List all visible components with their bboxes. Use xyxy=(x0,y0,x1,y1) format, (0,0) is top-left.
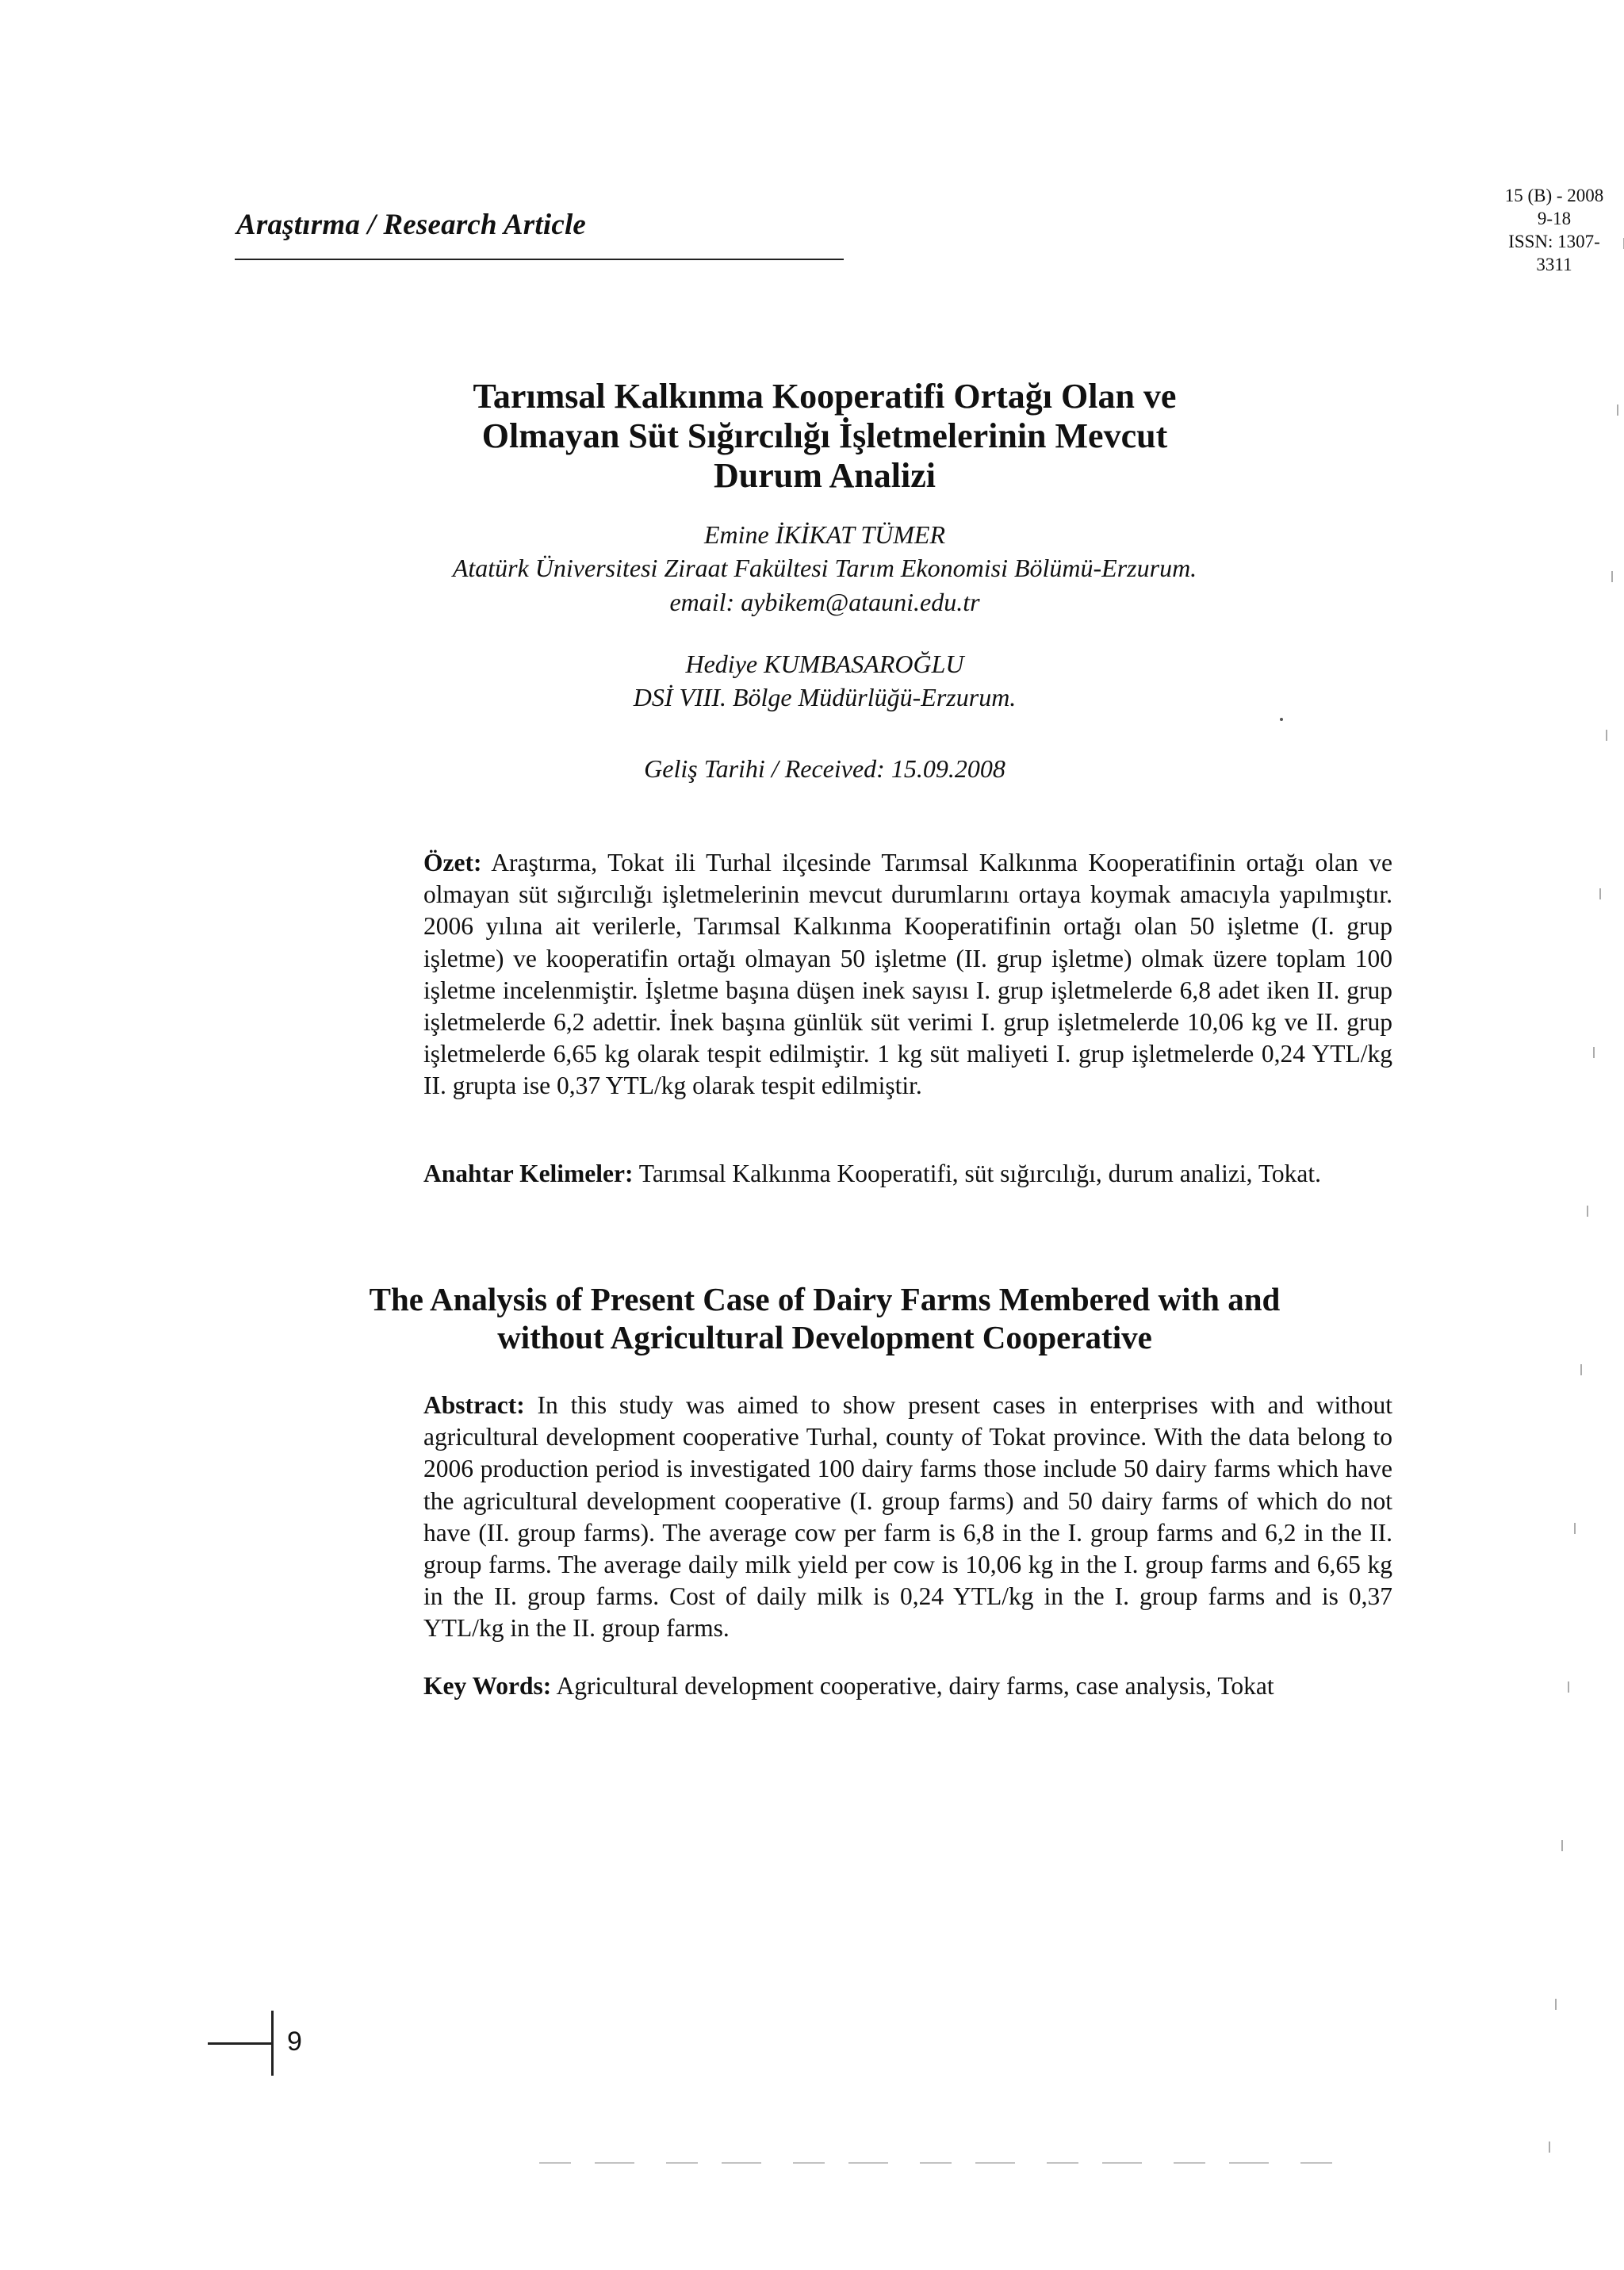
journal-section-label: Araştırma / Research Article xyxy=(236,209,587,241)
header-rule xyxy=(235,259,844,260)
received-date: Geliş Tarihi / Received: 15.09.2008 xyxy=(644,754,1005,783)
article-title-tr xyxy=(270,377,1380,496)
keywords-tr xyxy=(423,1158,1392,1190)
scan-edge-marks xyxy=(1362,238,1624,2157)
author-name: Hediye KUMBASAROĞLU xyxy=(685,650,964,678)
author-name: Emine İKİKAT TÜMER xyxy=(704,520,945,549)
page-number: 9 xyxy=(287,2027,302,2057)
keywords-en-text: Agricultural development cooperative, dairy farms, case analysis, Tokat xyxy=(556,1672,1274,1700)
page-range: 9-18 xyxy=(1537,209,1572,228)
author-email: email: aybikem@atauni.edu.tr xyxy=(669,588,980,616)
abstract-tr-label: Özet: xyxy=(423,849,482,876)
keywords-tr-text: Tarımsal Kalkınma Kooperatifi, süt sığırcılığı, durum analizi, Tokat. xyxy=(638,1160,1321,1187)
scan-dust-dot xyxy=(1280,718,1283,721)
scan-footer-dashes xyxy=(539,2162,1332,2164)
abstract-en-text: In this study was aimed to show present cases in enterprises with and without agricultural development cooperative Turhal, county of Tokat province. With the data belong to 2006 production period is investigated 100 dairy farms those include 50 dairy farms which have the agricultural development cooperative (I. group farms) and 50 dairy farms of which do not have (II. group farms). The average cow per farm is 6,8 in the I. group farms and 6,2 in the II. group farms. The average daily milk yield per cow is 10,06 kg in the I. group farms and 6,65 kg in the II. group farms. Cost of daily milk is 0,24 YTL/kg in the I. group farms and is 0,37 YTL/kg in the II. group farms. xyxy=(423,1391,1392,1643)
title-tr-line: Tarımsal Kalkınma Kooperatifi Ortağı Olan ve xyxy=(473,377,1177,416)
author-affiliation: DSİ VIII. Bölge Müdürlüğü-Erzurum. xyxy=(633,683,1017,711)
abstract-tr-text: Araştırma, Tokat ili Turhal ilçesinde Tarımsal Kalkınma Kooperatifinin ortağı olan ve olmayan süt sığırcılığı işletmelerinin mevcut durumlarını ortaya koymak amacıyla yapılmıştır. 2006 yılına ait verilerle, Tarımsal Kalkınma Kooperatifinin ortağı olan 50 işletme (I. grup işletme) ve kooperatifin ortağı olmayan 50 işletme (II. grup işletme) olmak üzere toplam 100 işletme incelenmiştir. İşletme başına düşen inek sayısı I. grup işletmelerde 6,8 adet iken II. grup işletmelerde 6,2 adettir. İnek başına günlük süt verimi I. grup işletmelerde 10,06 kg ve II. grup işletmelerde 6,65 kg olarak tespit edilmiştir. 1 kg süt maliyeti I. grup işletmelerde 0,24 YTL/kg II. grupta ise 0,37 YTL/kg olarak tespit edilmiştir. xyxy=(423,849,1393,1100)
title-tr-line: Durum Analizi xyxy=(714,456,936,495)
title-en-line: The Analysis of Present Case of Dairy Farms Membered with and xyxy=(369,1281,1281,1317)
keywords-tr-label: Anahtar Kelimeler: xyxy=(423,1160,634,1187)
abstract-tr xyxy=(423,847,1392,1102)
abstract-en xyxy=(423,1390,1392,1645)
author-affiliation: Atatürk Üniversitesi Ziraat Fakültesi Tarım Ekonomisi Bölümü-Erzurum. xyxy=(452,554,1197,582)
volume-issue: 15 (B) - 2008 xyxy=(1504,186,1604,205)
page-marker-horizontal xyxy=(208,2042,273,2045)
journal-citation-block xyxy=(1491,184,1618,276)
title-tr-line: Olmayan Süt Sığırcılığı İşletmelerinin Mevcut xyxy=(481,416,1168,455)
keywords-en-label: Key Words: xyxy=(423,1672,552,1700)
keywords-en xyxy=(423,1670,1392,1702)
article-title-en xyxy=(270,1280,1380,1356)
abstract-en-label: Abstract: xyxy=(423,1391,525,1419)
title-en-line: without Agricultural Development Cooperative xyxy=(497,1319,1152,1355)
issn: ISSN: 1307-3311 xyxy=(1508,232,1600,274)
page-marker-vertical xyxy=(271,2011,274,2076)
